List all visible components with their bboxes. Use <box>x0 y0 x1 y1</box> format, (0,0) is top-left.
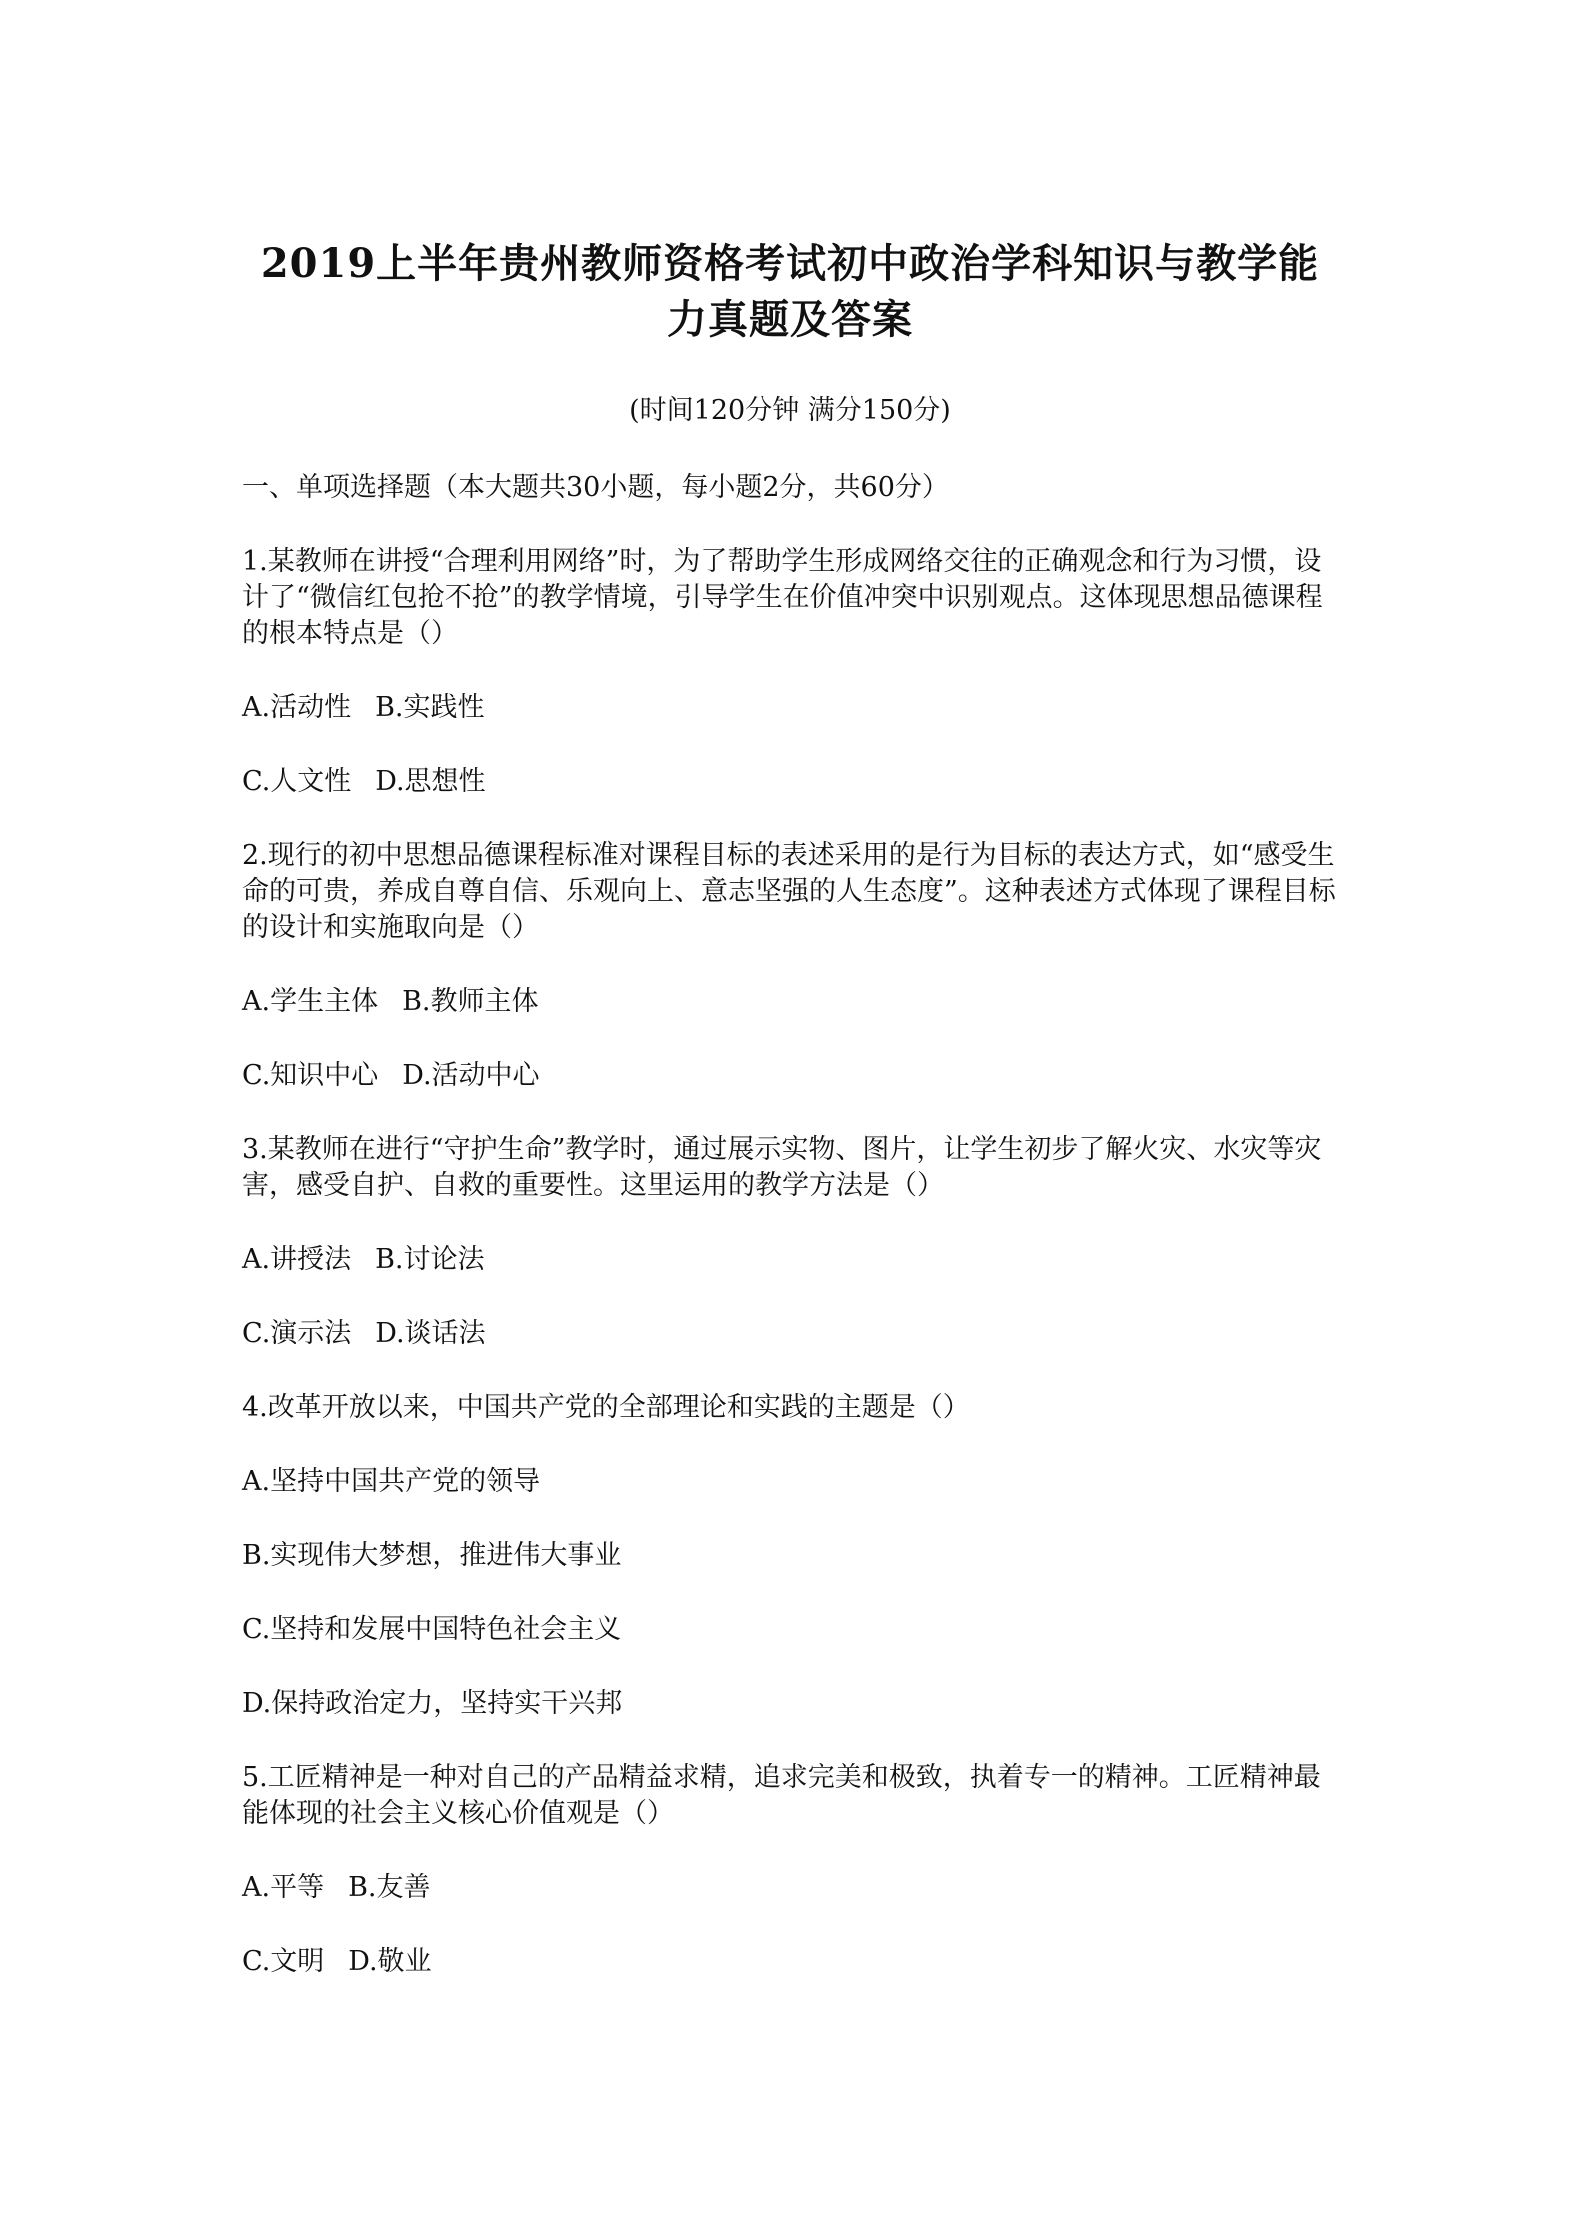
option: B.实践性 <box>375 692 485 723</box>
document-title <box>240 236 1340 348</box>
option: D.保持政治定力，坚持实干兴邦 <box>242 1688 623 1719</box>
question-4-option-b <box>242 1538 1342 1574</box>
question-2-options-row-1 <box>242 984 1342 1020</box>
question-4-option-c <box>242 1612 1342 1648</box>
question-5-stem: 5.工匠精神是一种对自己的产品精益求精，追求完美和极致，执着专一的精神。工匠精神最能体现的社会主义核心价值观是（） <box>242 1762 1321 1829</box>
question-2-options-row-2 <box>242 1058 1342 1094</box>
option: D.思想性 <box>375 766 486 797</box>
option: C.文明 <box>242 1946 325 1977</box>
option: C.演示法 <box>242 1318 352 1349</box>
question-1-options-row-2 <box>242 764 1342 800</box>
question-5-options-row-2 <box>242 1944 1342 1980</box>
section-heading: 一、单项选择题（本大题共30小题，每小题2分，共60分） <box>242 472 949 503</box>
question-4-option-d <box>242 1686 1342 1722</box>
question-3-stem: 3.某教师在进行“守护生命”教学时，通过展示实物、图片，让学生初步了解火灾、水灾等灾害，感受自护、自救的重要性。这里运用的教学方法是（） <box>242 1134 1322 1201</box>
option: A.学生主体 <box>242 986 379 1017</box>
option: A.坚持中国共产党的领导 <box>242 1466 541 1497</box>
question-4-stem: 4.改革开放以来，中国共产党的全部理论和实践的主题是（） <box>242 1392 970 1423</box>
question-3-options-row-1 <box>242 1242 1342 1278</box>
exam-info: (时间120分钟 满分150分) <box>629 395 951 426</box>
question-5-options-row-1 <box>242 1870 1342 1906</box>
question-1-stem: 1.某教师在讲授“合理利用网络”时，为了帮助学生形成网络交往的正确观念和行为习惯，设计了“微信红包抢不抢”的教学情境，引导学生在价值冲突中识别观点。这体现思想品德课程的根本特点是（） <box>242 546 1323 649</box>
option: D.活动中心 <box>402 1060 540 1091</box>
question-3-options-row-2 <box>242 1316 1342 1352</box>
document-body <box>242 470 1342 2018</box>
option: A.平等 <box>242 1872 325 1903</box>
title-line-1: 2019上半年贵州教师资格考试初中政治学科知识与教学能 <box>260 240 1320 287</box>
option: B.讨论法 <box>375 1244 485 1275</box>
option: D.谈话法 <box>375 1318 486 1349</box>
question-1-options-row-1 <box>242 690 1342 726</box>
title-line-2: 力真题及答案 <box>667 296 913 343</box>
option: B.教师主体 <box>402 986 539 1017</box>
option: B.实现伟大梦想，推进伟大事业 <box>242 1540 622 1571</box>
question-4-option-a <box>242 1464 1342 1500</box>
question-2-stem: 2.现行的初中思想品德课程标准对课程目标的表述采用的是行为目标的表达方式，如“感受生命的可贵，养成自尊自信、乐观向上、意志坚强的人生态度”。这种表述方式体现了课程目标的设计和实施取向是（） <box>242 840 1336 943</box>
option: A.活动性 <box>242 692 352 723</box>
option: C.人文性 <box>242 766 352 797</box>
option: D.敬业 <box>348 1946 432 1977</box>
option: C.知识中心 <box>242 1060 379 1091</box>
option: C.坚持和发展中国特色社会主义 <box>242 1614 622 1645</box>
option: A.讲授法 <box>242 1244 352 1275</box>
option: B.友善 <box>348 1872 431 1903</box>
